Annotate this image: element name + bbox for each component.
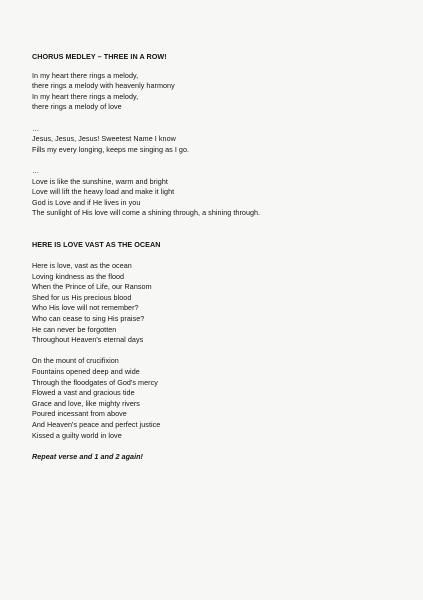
lyric-line: Throughout Heaven's eternal days — [32, 335, 144, 345]
lyric-line: Here is love, vast as the ocean — [32, 261, 132, 271]
hymn-verse2 — [32, 356, 402, 441]
lyric-line: Fills my every longing, keeps me singing as I go. — [32, 144, 190, 154]
repeat-note: Repeat verse and 1 and 2 again! — [32, 451, 144, 461]
hymn-verse1 — [32, 261, 402, 346]
lyric-line: In my heart there rings a melody, — [32, 91, 139, 101]
lyric-line: Loving kindness as the flood — [32, 271, 125, 281]
lyric-line: When the Prince of Life, our Ransom — [32, 282, 152, 292]
lyric-line: Through the floodgates of God's mercy — [32, 377, 158, 387]
section2-heading: HERE IS LOVE VAST AS THE OCEAN — [32, 239, 161, 249]
separator-ellipsis: … — [32, 123, 40, 133]
lyric-line: He can never be forgotten — [32, 324, 117, 334]
lyric-line: Love will lift the heavy load and make it light — [32, 187, 175, 197]
lyric-line: Jesus, Jesus, Jesus! Sweetest Name I know — [32, 134, 176, 144]
section1-heading: CHORUS MEDLEY – THREE IN A ROW! — [32, 52, 167, 61]
lyric-line: there rings a melody with heavenly harmony — [32, 81, 175, 91]
lyric-line: And Heaven's peace and perfect justice — [32, 420, 161, 429]
lyric-line: Fountains opened deep and wide — [32, 367, 140, 377]
lyric-line: God is Love and if He lives in you — [32, 197, 141, 207]
chorus-part1 — [32, 71, 402, 113]
lyric-line: Who His love will not remember? — [32, 303, 139, 313]
chorus-part2 — [32, 134, 402, 155]
lyric-line: Love is like the sunshine, warm and bright — [32, 176, 168, 186]
lyric-line: On the mount of crucifixion — [32, 356, 119, 366]
lyric-line: Poured incessant from above — [32, 409, 127, 419]
lyric-line: Shed for us His precious blood — [32, 292, 132, 302]
lyric-line: there rings a melody of love — [32, 102, 122, 112]
lyric-line: In my heart there rings a melody, — [32, 70, 139, 80]
separator-ellipsis: … — [32, 165, 40, 175]
lyric-line: Who can cease to sing His praise? — [32, 314, 145, 324]
lyric-line: Kissed a guilty world in love — [32, 430, 122, 440]
lyric-line: Flowed a vast and gracious tide — [32, 388, 135, 398]
lyric-line: Grace and love, like mighty rivers — [32, 398, 140, 408]
chorus-part3 — [32, 177, 402, 219]
document-content — [32, 52, 402, 462]
lyric-line: The sunlight of His love will come a shining through, a shining through. — [32, 208, 261, 218]
